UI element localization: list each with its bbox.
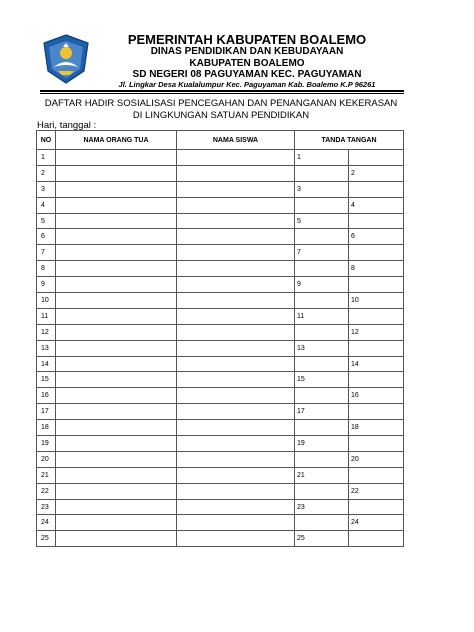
row-number: 20 xyxy=(37,451,56,467)
signature-right-cell[interactable] xyxy=(349,372,404,388)
table-row xyxy=(37,229,404,245)
row-number: 2 xyxy=(37,165,56,181)
student-name-cell[interactable] xyxy=(177,340,295,356)
table-row xyxy=(37,197,404,213)
attendance-table xyxy=(36,130,404,547)
regency-name: KABUPATEN BOALEMO xyxy=(189,58,305,69)
signature-left-cell[interactable]: 25 xyxy=(295,531,349,547)
student-name-cell[interactable] xyxy=(177,197,295,213)
student-name-cell[interactable] xyxy=(177,324,295,340)
table-row xyxy=(37,388,404,404)
parent-name-cell[interactable] xyxy=(56,293,177,309)
table-row xyxy=(37,293,404,309)
parent-name-cell[interactable] xyxy=(56,277,177,293)
signature-left-cell[interactable]: 17 xyxy=(295,404,349,420)
signature-left-cell[interactable]: 23 xyxy=(295,499,349,515)
table-row xyxy=(37,451,404,467)
signature-right-cell[interactable]: 2 xyxy=(349,165,404,181)
signature-left-cell[interactable]: 3 xyxy=(295,181,349,197)
signature-left-cell[interactable]: 1 xyxy=(295,150,349,166)
row-number: 11 xyxy=(37,308,56,324)
parent-name-cell[interactable] xyxy=(56,404,177,420)
signature-left-cell[interactable] xyxy=(295,388,349,404)
table-row xyxy=(37,308,404,324)
letterhead-rule-thick xyxy=(40,90,404,92)
row-number: 5 xyxy=(37,213,56,229)
row-number: 16 xyxy=(37,388,56,404)
student-name-cell[interactable] xyxy=(177,356,295,372)
student-name-cell[interactable] xyxy=(177,436,295,452)
signature-right-cell[interactable] xyxy=(349,245,404,261)
signature-right-cell[interactable]: 8 xyxy=(349,261,404,277)
table-row xyxy=(37,324,404,340)
signature-left-cell[interactable]: 19 xyxy=(295,436,349,452)
signature-left-cell[interactable]: 21 xyxy=(295,467,349,483)
header-signature: TANDA TANGAN xyxy=(295,131,404,150)
row-number: 22 xyxy=(37,483,56,499)
parent-name-cell[interactable] xyxy=(56,197,177,213)
table-row xyxy=(37,245,404,261)
parent-name-cell[interactable] xyxy=(56,388,177,404)
student-name-cell[interactable] xyxy=(177,404,295,420)
signature-left-cell[interactable] xyxy=(295,356,349,372)
row-number: 24 xyxy=(37,515,56,531)
parent-name-cell[interactable] xyxy=(56,499,177,515)
parent-name-cell[interactable] xyxy=(56,308,177,324)
table-row xyxy=(37,356,404,372)
school-address: Jl. Lingkar Desa Kualalumpur Kec. Paguyaman Kab. Boalemo K.P 96261 xyxy=(118,80,376,89)
student-name-cell[interactable] xyxy=(177,483,295,499)
signature-right-cell[interactable] xyxy=(349,436,404,452)
signature-left-cell[interactable] xyxy=(295,165,349,181)
signature-right-cell[interactable] xyxy=(349,150,404,166)
table-row xyxy=(37,261,404,277)
table-row xyxy=(37,467,404,483)
signature-left-cell[interactable]: 11 xyxy=(295,308,349,324)
signature-left-cell[interactable] xyxy=(295,293,349,309)
signature-left-cell[interactable]: 7 xyxy=(295,245,349,261)
signature-right-cell[interactable]: 4 xyxy=(349,197,404,213)
signature-right-cell[interactable]: 10 xyxy=(349,293,404,309)
signature-right-cell[interactable] xyxy=(349,340,404,356)
student-name-cell[interactable] xyxy=(177,165,295,181)
table-row xyxy=(37,420,404,436)
row-number: 17 xyxy=(37,404,56,420)
row-number: 10 xyxy=(37,293,56,309)
table-row xyxy=(37,404,404,420)
parent-name-cell[interactable] xyxy=(56,340,177,356)
student-name-cell[interactable] xyxy=(177,388,295,404)
signature-left-cell[interactable] xyxy=(295,483,349,499)
student-name-cell[interactable] xyxy=(177,213,295,229)
parent-name-cell[interactable] xyxy=(56,436,177,452)
signature-right-cell[interactable] xyxy=(349,499,404,515)
signature-right-cell[interactable]: 24 xyxy=(349,515,404,531)
signature-right-cell[interactable] xyxy=(349,277,404,293)
row-number: 4 xyxy=(37,197,56,213)
row-number: 6 xyxy=(37,229,56,245)
parent-name-cell[interactable] xyxy=(56,420,177,436)
student-name-cell[interactable] xyxy=(177,245,295,261)
row-number: 21 xyxy=(37,467,56,483)
signature-left-cell[interactable]: 13 xyxy=(295,340,349,356)
table-header-row xyxy=(37,131,404,150)
row-number: 9 xyxy=(37,277,56,293)
row-number: 18 xyxy=(37,420,56,436)
student-name-cell[interactable] xyxy=(177,293,295,309)
government-name: PEMERINTAH KABUPATEN BOALEMO xyxy=(127,32,367,47)
row-number: 1 xyxy=(37,150,56,166)
table-row xyxy=(37,531,404,547)
row-number: 8 xyxy=(37,261,56,277)
signature-left-cell[interactable]: 9 xyxy=(295,277,349,293)
signature-right-cell[interactable] xyxy=(349,181,404,197)
parent-name-cell[interactable] xyxy=(56,324,177,340)
table-row xyxy=(37,499,404,515)
student-name-cell[interactable] xyxy=(177,150,295,166)
date-label: Hari, tanggal : xyxy=(37,120,97,131)
parent-name-cell[interactable] xyxy=(56,229,177,245)
signature-left-cell[interactable] xyxy=(295,420,349,436)
department-name: DINAS PENDIDIKAN DAN KEBUDAYAAN xyxy=(150,46,344,57)
student-name-cell[interactable] xyxy=(177,261,295,277)
student-name-cell[interactable] xyxy=(177,308,295,324)
tut-wuri-handayani-logo xyxy=(40,33,92,85)
row-number: 14 xyxy=(37,356,56,372)
signature-right-cell[interactable] xyxy=(349,531,404,547)
parent-name-cell[interactable] xyxy=(56,531,177,547)
row-number: 25 xyxy=(37,531,56,547)
student-name-cell[interactable] xyxy=(177,372,295,388)
row-number: 3 xyxy=(37,181,56,197)
parent-name-cell[interactable] xyxy=(56,150,177,166)
parent-name-cell[interactable] xyxy=(56,261,177,277)
document-subtitle: DI LINGKUNGAN SATUAN PENDIDIKAN xyxy=(132,110,310,121)
row-number: 15 xyxy=(37,372,56,388)
student-name-cell[interactable] xyxy=(177,515,295,531)
table-row xyxy=(37,277,404,293)
signature-right-cell[interactable] xyxy=(349,308,404,324)
student-name-cell[interactable] xyxy=(177,277,295,293)
row-number: 13 xyxy=(37,340,56,356)
table-row xyxy=(37,483,404,499)
signature-left-cell[interactable] xyxy=(295,515,349,531)
parent-name-cell[interactable] xyxy=(56,515,177,531)
signature-right-cell[interactable]: 18 xyxy=(349,420,404,436)
table-row xyxy=(37,165,404,181)
signature-right-cell[interactable]: 16 xyxy=(349,388,404,404)
parent-name-cell[interactable] xyxy=(56,372,177,388)
parent-name-cell[interactable] xyxy=(56,483,177,499)
header-parent-name: NAMA ORANG TUA xyxy=(56,131,177,150)
parent-name-cell[interactable] xyxy=(56,181,177,197)
signature-left-cell[interactable] xyxy=(295,229,349,245)
signature-left-cell[interactable] xyxy=(295,324,349,340)
signature-right-cell[interactable] xyxy=(349,213,404,229)
signature-left-cell[interactable] xyxy=(295,261,349,277)
table-row xyxy=(37,372,404,388)
parent-name-cell[interactable] xyxy=(56,165,177,181)
table-row xyxy=(37,515,404,531)
header-student-name: NAMA SISWA xyxy=(177,131,295,150)
signature-right-cell[interactable]: 12 xyxy=(349,324,404,340)
signature-right-cell[interactable]: 14 xyxy=(349,356,404,372)
row-number: 23 xyxy=(37,499,56,515)
table-row xyxy=(37,436,404,452)
signature-right-cell[interactable]: 6 xyxy=(349,229,404,245)
school-name: SD NEGERI 08 PAGUYAMAN KEC. PAGUYAMAN xyxy=(132,69,362,80)
row-number: 19 xyxy=(37,436,56,452)
table-row xyxy=(37,150,404,166)
student-name-cell[interactable] xyxy=(177,467,295,483)
document-title: DAFTAR HADIR SOSIALISASI PENCEGAHAN DAN PENANGANAN KEKERASAN xyxy=(44,98,398,109)
table-row xyxy=(37,340,404,356)
signature-right-cell[interactable] xyxy=(349,404,404,420)
signature-left-cell[interactable] xyxy=(295,197,349,213)
signature-left-cell[interactable] xyxy=(295,451,349,467)
parent-name-cell[interactable] xyxy=(56,213,177,229)
student-name-cell[interactable] xyxy=(177,451,295,467)
signature-right-cell[interactable]: 22 xyxy=(349,483,404,499)
parent-name-cell[interactable] xyxy=(56,451,177,467)
letterhead-rule-thin xyxy=(40,93,404,94)
student-name-cell[interactable] xyxy=(177,499,295,515)
parent-name-cell[interactable] xyxy=(56,467,177,483)
signature-left-cell[interactable]: 5 xyxy=(295,213,349,229)
parent-name-cell[interactable] xyxy=(56,245,177,261)
row-number: 7 xyxy=(37,245,56,261)
student-name-cell[interactable] xyxy=(177,531,295,547)
signature-right-cell[interactable]: 20 xyxy=(349,451,404,467)
table-row xyxy=(37,181,404,197)
row-number: 12 xyxy=(37,324,56,340)
table-row xyxy=(37,213,404,229)
student-name-cell[interactable] xyxy=(177,181,295,197)
signature-right-cell[interactable] xyxy=(349,467,404,483)
header-no: NO xyxy=(37,131,56,150)
parent-name-cell[interactable] xyxy=(56,356,177,372)
signature-left-cell[interactable]: 15 xyxy=(295,372,349,388)
student-name-cell[interactable] xyxy=(177,229,295,245)
student-name-cell[interactable] xyxy=(177,420,295,436)
